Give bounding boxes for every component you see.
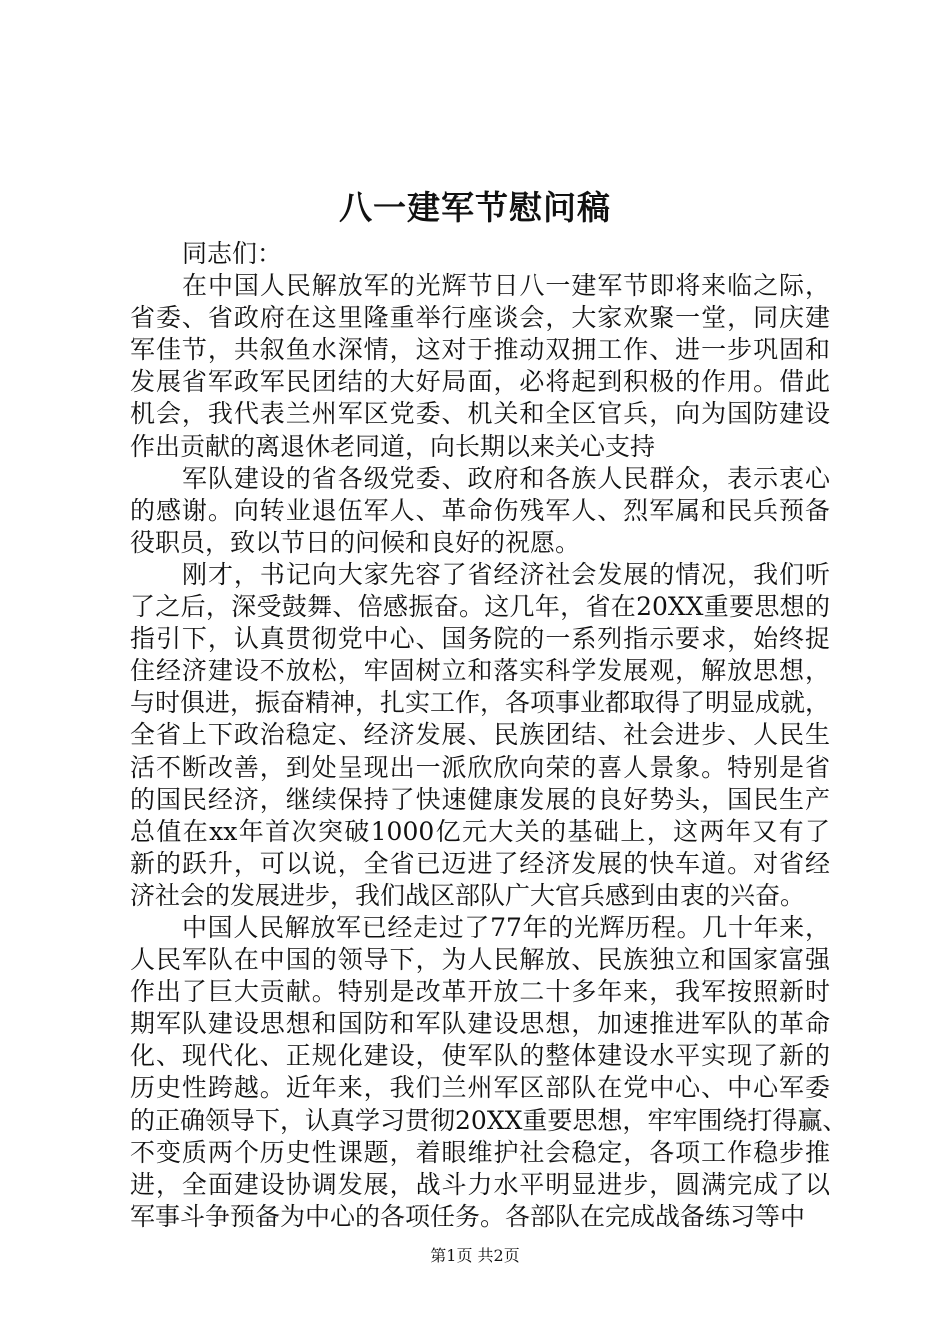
paragraph-line: 役职员，致以节日的问候和良好的祝愿。 bbox=[130, 527, 581, 557]
paragraph-line: 活不断改善，到处呈现出一派欣欣向荣的喜人景象。特别是省 bbox=[130, 752, 830, 782]
paragraph-line: 的正确领导下，认真学习贯彻20XX重要思想，牢牢围绕打得赢、 bbox=[130, 1105, 848, 1135]
page-footer: 第1页 共2页 bbox=[430, 1246, 520, 1265]
paragraph-line: 进，全面建设协调发展，战斗力水平明显进步，圆满完成了以 bbox=[130, 1169, 830, 1199]
paragraph-line: 历史性跨越。近年来，我们兰州军区部队在党中心、中心军委 bbox=[130, 1073, 830, 1103]
paragraph-line: 军事斗争预备为中心的各项任务。各部队在完成战备练习等中 bbox=[130, 1201, 806, 1231]
paragraph-line: 作出贡献的离退休老同道，向长期以来关心支持 bbox=[130, 431, 656, 461]
paragraph bbox=[130, 463, 830, 559]
paragraph-line: 人民军队在中国的领导下，为人民解放、民族独立和国家富强 bbox=[130, 945, 830, 975]
paragraph-line: 期军队建设思想和国防和军队建设思想，加速推进军队的革命 bbox=[130, 1009, 830, 1039]
paragraph-line: 发展省军政军民团结的大好局面，必将起到积极的作用。借此 bbox=[130, 367, 830, 397]
paragraph-line: 住经济建设不放松，牢固树立和落实科学发展观，解放思想， bbox=[130, 656, 830, 686]
paragraph-line: 总值在xx年首次突破1000亿元大关的基础上，这两年又有了 bbox=[130, 816, 830, 846]
paragraph-line: 不变质两个历史性课题，着眼维护社会稳定，各项工作稳步推 bbox=[130, 1137, 830, 1167]
document-title: 八一建军节慰问稿 bbox=[339, 188, 611, 227]
paragraph-line: 济社会的发展进步，我们战区部队广大官兵感到由衷的兴奋。 bbox=[130, 880, 806, 910]
paragraph bbox=[130, 559, 830, 912]
paragraphs-container bbox=[130, 270, 848, 1233]
paragraph-line: 在中国人民解放军的光辉节日八一建军节即将来临之际， bbox=[182, 271, 830, 301]
paragraph-line: 军佳节，共叙鱼水深情，这对于推动双拥工作、进一步巩固和 bbox=[130, 335, 830, 365]
paragraph-line: 新的跃升，可以说，全省已迈进了经济发展的快车道。对省经 bbox=[130, 848, 830, 878]
paragraph-line: 的国民经济，继续保持了快速健康发展的良好势头，国民生产 bbox=[130, 784, 830, 814]
paragraph-line: 军队建设的省各级党委、政府和各族人民群众，表示衷心 bbox=[182, 463, 830, 493]
paragraph-line: 化、现代化、正规化建设，使军队的整体建设水平实现了新的 bbox=[130, 1041, 830, 1071]
paragraph-line: 作出了巨大贡献。特别是改革开放二十多年来，我军按照新时 bbox=[130, 977, 830, 1007]
paragraph-line: 省委、省政府在这里隆重举行座谈会，大家欢聚一堂，同庆建 bbox=[130, 303, 830, 333]
paragraph bbox=[130, 912, 848, 1233]
paragraph-line: 的感谢。向转业退伍军人、革命伤残军人、烈军属和民兵预备 bbox=[130, 495, 830, 525]
paragraph-line: 指引下，认真贯彻党中心、国务院的一系列指示要求，始终捉 bbox=[130, 624, 830, 654]
paragraph-line: 机会，我代表兰州军区党委、机关和全区官兵，向为国防建设 bbox=[130, 399, 830, 429]
document-body bbox=[130, 238, 848, 1233]
paragraph-line: 与时俱进，振奋精神，扎实工作，各项事业都取得了明显成就， bbox=[130, 688, 831, 718]
paragraph-line: 中国人民解放军已经走过了77年的光辉历程。几十年来， bbox=[182, 912, 830, 942]
salutation: 同志们： bbox=[182, 239, 283, 268]
paragraph-line: 全省上下政治稳定、经济发展、民族团结、社会进步、人民生 bbox=[130, 720, 830, 750]
paragraph-line: 了之后，深受鼓舞、倍感振奋。这几年，省在20XX重要思想的 bbox=[130, 592, 830, 622]
paragraph bbox=[130, 270, 830, 463]
paragraph-line: 刚才，书记向大家先容了省经济社会发展的情况，我们听 bbox=[182, 559, 830, 589]
